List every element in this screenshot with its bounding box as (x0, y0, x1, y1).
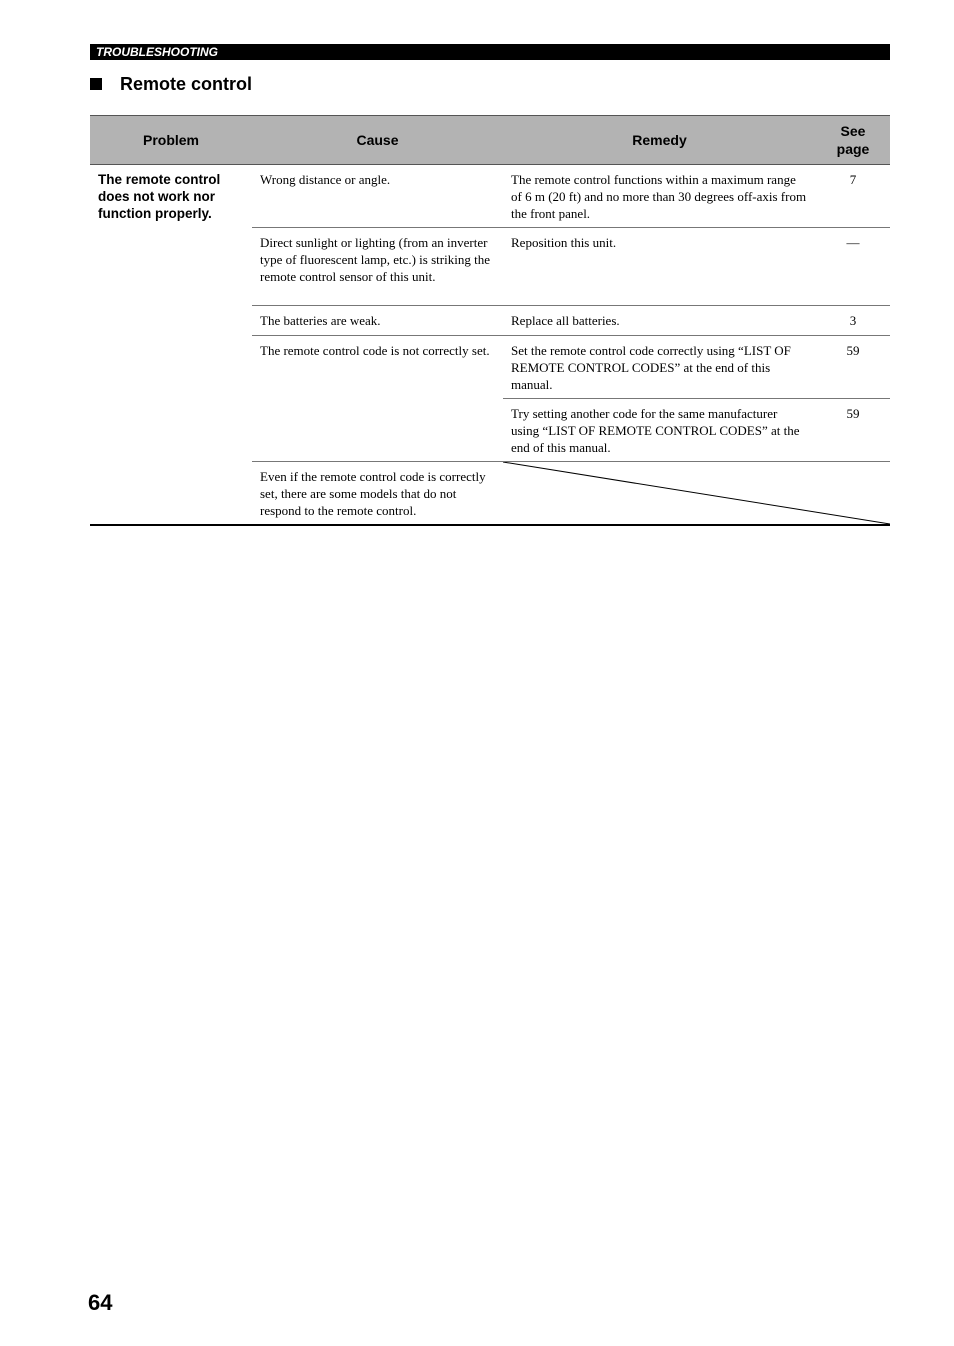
empty-crossed-cell (503, 462, 890, 526)
remedy-cell: Try setting another code for the same manufacturer using “LIST OF REMOTE CONTROL CODES” at the end of this manual. (503, 399, 816, 462)
cause-cell: Even if the remote control code is correctly set, there are some models that do not respond to the remote control. (252, 462, 503, 526)
remedy-cell: The remote control functions within a maximum range of 6 m (20 ft) and no more than 30 degrees off-axis from the front panel. (511, 172, 807, 221)
see-page-cell: 59 (816, 399, 890, 462)
column-header-remedy: Remedy (503, 116, 816, 165)
see-page-cell: — (816, 228, 890, 306)
cause-cell: Wrong distance or angle. (260, 172, 391, 187)
remedy-cell: Set the remote control code correctly using “LIST OF REMOTE CONTROL CODES” at the end of this manual. (503, 336, 816, 399)
section-header-bar (90, 44, 890, 60)
page-number: 64 (88, 1290, 113, 1315)
column-header-problem: Problem (90, 116, 252, 165)
cause-cell: The batteries are weak. (252, 306, 503, 336)
diagonal-strike-line (503, 462, 890, 524)
see-page-cell: 7 (849, 172, 857, 187)
column-header-see-page: See page (816, 116, 890, 165)
table-row (90, 165, 890, 228)
cause-cell: The remote control code is not correctly set. (252, 336, 503, 462)
cause-cell: Direct sunlight or lighting (from an inverter type of fluorescent lamp, etc.) is striking the remote control sensor of this unit. (252, 228, 503, 306)
problem-cell: The remote control does not work nor function properly. (90, 165, 252, 526)
troubleshooting-table (90, 115, 890, 526)
section-title (90, 72, 252, 96)
see-page-cell: 3 (816, 306, 890, 336)
see-page-cell: 59 (816, 336, 890, 399)
table-header-row (90, 116, 890, 165)
remedy-cell: Reposition this unit. (503, 228, 816, 306)
square-bullet-icon (90, 78, 102, 90)
remedy-cell: Replace all batteries. (503, 306, 816, 336)
section-title-text: Remote control (120, 73, 253, 94)
column-header-cause: Cause (252, 116, 503, 165)
section-label: TROUBLESHOOTING (96, 45, 218, 59)
